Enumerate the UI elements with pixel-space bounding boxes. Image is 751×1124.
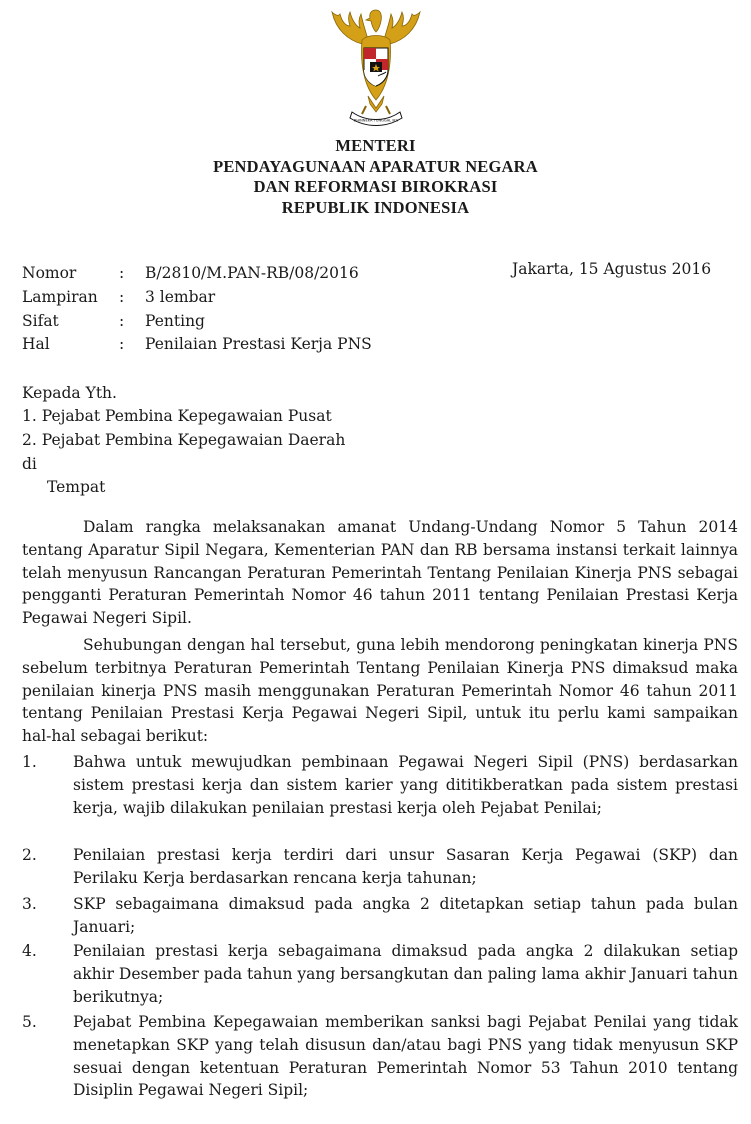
addressee-di: di bbox=[22, 455, 37, 473]
body-paragraph-2: Sehubungan dengan hal tersebut, guna lebih mendorong peningkatan kinerja PNS sebelum terbitnya Peraturan Pemerintah Tentang Penilaian Kinerja PNS dimaksud maka penilaian kinerja PNS masih menggunakan Peraturan Pemerintah Nomor 46 tahun 2011 tentang Penilaian Prestasi Kerja Pegawai Negeri Sipil, untuk itu perlu kami sampaikan hal-hal sebagai berikut: bbox=[22, 636, 738, 746]
list-item-text: SKP sebagaimana dimaksud pada angka 2 ditetapkan setiap tahun pada bulan Januari; bbox=[73, 895, 738, 936]
list-item-1 bbox=[22, 751, 738, 819]
emblem-motto: BHINNEKA TUNGGAL IKA bbox=[353, 118, 399, 123]
meta-value-sifat: Penting bbox=[145, 312, 205, 330]
addressee-tempat: Tempat bbox=[47, 478, 106, 496]
list-item-3 bbox=[22, 893, 738, 939]
place-date: Jakarta, 15 Agustus 2016 bbox=[512, 260, 712, 278]
letterhead-line-4: REPUBLIK INDONESIA bbox=[281, 198, 470, 217]
meta-colon: : bbox=[119, 335, 125, 353]
garuda-head-icon bbox=[366, 10, 381, 32]
meta-label-lampiran: Lampiran bbox=[22, 288, 98, 306]
list-item-number: 2. bbox=[22, 846, 37, 864]
list-item-text: Penilaian prestasi kerja sebagaimana dimaksud pada angka 2 dilakukan setiap akhir Desember pada tahun yang bersangkutan dan paling lama akhir Januari tahun berikutnya; bbox=[73, 942, 738, 1006]
list-item-text: Pejabat Pembina Kepegawaian memberikan sanksi bagi Pejabat Penilai yang tidak menetapkan SKP yang telah disusun dan/atau bagi PNS yang tidak menyusun SKP sesuai dengan ketentuan Peraturan Pemerintah Nomor 53 Tahun 2010 tentang Disiplin Pegawai Negeri Sipil; bbox=[73, 1013, 738, 1100]
meta-label-sifat: Sifat bbox=[22, 312, 59, 330]
addressee-greeting: Kepada Yth. bbox=[22, 384, 117, 402]
shield-icon bbox=[364, 48, 388, 86]
meta-label-nomor: Nomor bbox=[22, 264, 77, 282]
meta-colon: : bbox=[119, 312, 125, 330]
list-item-4 bbox=[22, 940, 738, 1008]
list-item-text: Bahwa untuk mewujudkan pembinaan Pegawai Negeri Sipil (PNS) berdasarkan sistem prestasi kerja dan sistem karier yang dititikberatkan pada sistem prestasi kerja, wajib dilakukan penilaian prestasi kerja oleh Pejabat Penilai; bbox=[73, 753, 738, 817]
meta-value-hal: Penilaian Prestasi Kerja PNS bbox=[145, 335, 372, 353]
recipient-1: 1. Pejabat Pembina Kepegawaian Pusat bbox=[22, 407, 332, 425]
garuda-emblem bbox=[326, 4, 426, 132]
list-item-2 bbox=[22, 844, 738, 890]
meta-value-nomor: B/2810/M.PAN-RB/08/2016 bbox=[145, 264, 359, 282]
list-item-number: 5. bbox=[22, 1013, 37, 1031]
meta-value-lampiran: 3 lembar bbox=[145, 288, 216, 306]
meta-colon: : bbox=[119, 288, 125, 306]
list-item-text: Penilaian prestasi kerja terdiri dari unsur Sasaran Kerja Pegawai (SKP) dan Perilaku Kerja berdasarkan rencana kerja tahunan; bbox=[73, 846, 738, 887]
body-paragraph-1: Dalam rangka melaksanakan amanat Undang-Undang Nomor 5 Tahun 2014 tentang Aparatur Sipil Negara, Kementerian PAN dan RB bersama instansi terkait lainnya telah menyusun Rancangan Peraturan Pemerintah Tentang Penilaian Kinerja PNS sebagai pengganti Peraturan Pemerintah Nomor 46 tahun 2011 tentang Penilaian Prestasi Kerja Pegawai Negeri Sipil. bbox=[22, 518, 738, 628]
letterhead-line-3: DAN REFORMASI BIROKRASI bbox=[253, 177, 498, 196]
letterhead-line-1: MENTERI bbox=[335, 136, 416, 155]
recipient-2: 2. Pejabat Pembina Kepegawaian Daerah bbox=[22, 431, 346, 449]
list-item-number: 1. bbox=[22, 753, 37, 771]
list-item-number: 4. bbox=[22, 942, 37, 960]
list-item-5 bbox=[22, 1011, 738, 1102]
meta-colon: : bbox=[119, 264, 125, 282]
meta-label-hal: Hal bbox=[22, 335, 50, 353]
list-item-number: 3. bbox=[22, 895, 37, 913]
letterhead-line-2: PENDAYAGUNAAN APARATUR NEGARA bbox=[213, 157, 538, 176]
